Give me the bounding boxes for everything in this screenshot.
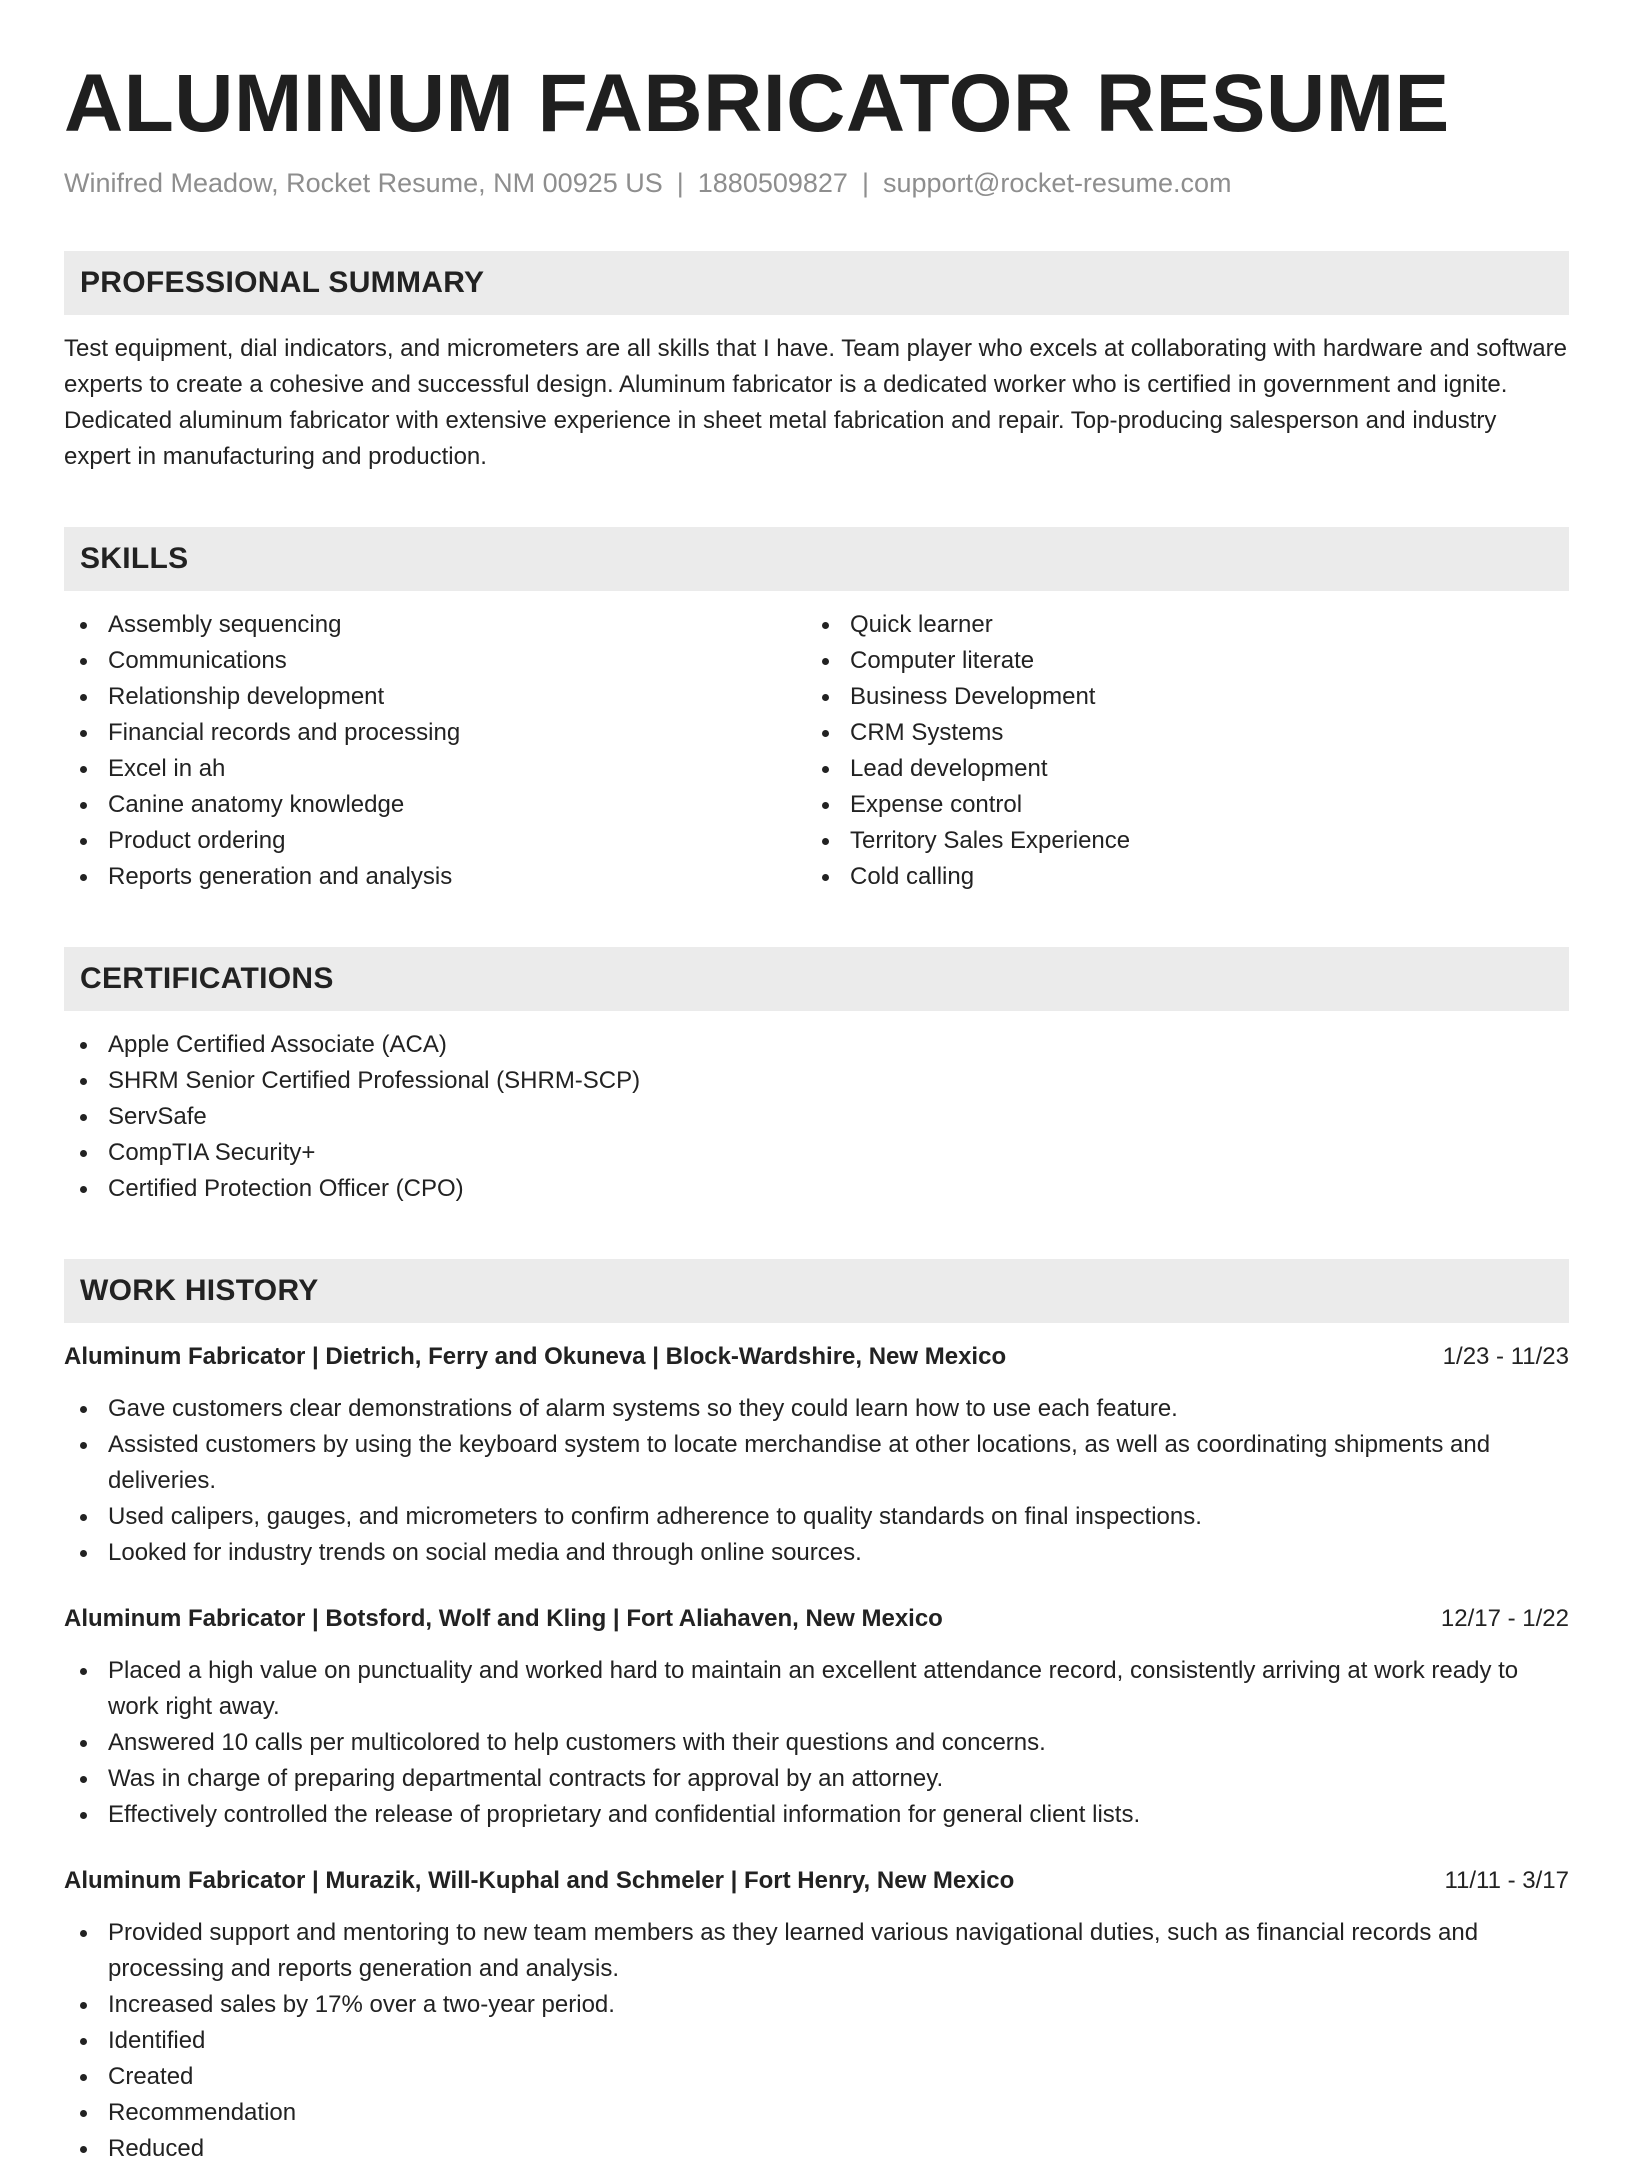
skill-item [806, 607, 1548, 643]
job-bullets [64, 1391, 1569, 1571]
bullet-icon [80, 2038, 87, 2045]
certification-label: Certified Protection Officer (CPO) [108, 1175, 464, 1202]
bullet-icon [80, 1114, 87, 1121]
bullet-icon [80, 730, 87, 737]
certification-label: Apple Certified Associate (ACA) [108, 1031, 447, 1058]
skill-item [64, 715, 806, 751]
section-header-summary: PROFESSIONAL SUMMARY [64, 251, 1569, 315]
job-bullet [64, 1535, 1569, 1571]
job-entry [64, 1601, 1569, 1833]
job-bullet-text: Recommendation [108, 2099, 297, 2126]
skills-list-right [806, 607, 1548, 895]
bullet-icon [80, 622, 87, 629]
skill-item [806, 679, 1548, 715]
job-bullet [64, 2095, 1569, 2131]
contact-separator: | [861, 168, 869, 198]
job-bullet-text: Reduced [108, 2135, 205, 2162]
resume-title: ALUMINUM FABRICATOR RESUME [64, 58, 1450, 149]
certification-item [64, 1099, 1569, 1135]
bullet-icon [80, 1406, 87, 1413]
job-bullet-text: Used calipers, gauges, and micrometers to confirm adherence to quality standards on final inspections. [108, 1503, 1202, 1530]
job-title: Aluminum Fabricator | Dietrich, Ferry and Okuneva | Block-Wardshire, New Mexico [64, 1343, 1007, 1370]
bullet-icon [80, 838, 87, 845]
job-bullet-text: Created [108, 2063, 194, 2090]
skill-item [806, 715, 1548, 751]
skill-item [64, 607, 806, 643]
skill-item [64, 751, 806, 787]
skills-list-left [64, 607, 806, 895]
bullet-icon [80, 802, 87, 809]
job-bullet-text: Effectively controlled the release of proprietary and confidential information for general client lists. [108, 1801, 1141, 1828]
skill-label: Lead development [850, 755, 1048, 782]
job-bullets [64, 1653, 1569, 1833]
contact-phone: 1880509827 [697, 168, 848, 198]
job-bullet [64, 2059, 1569, 2095]
skill-label: Excel in ah [108, 755, 226, 782]
skill-item [806, 823, 1548, 859]
bullet-icon [80, 2146, 87, 2153]
skill-label: Communications [108, 647, 287, 674]
job-bullet [64, 1653, 1569, 1725]
job-bullet [64, 1987, 1569, 2023]
job-bullet [64, 2131, 1569, 2167]
bullet-icon [80, 1442, 87, 1449]
job-title: Aluminum Fabricator | Botsford, Wolf and Kling | Fort Aliahaven, New Mexico [64, 1605, 943, 1632]
bullet-icon [822, 622, 829, 629]
job-entry [64, 1339, 1569, 1571]
bullet-icon [80, 1150, 87, 1157]
skills-column-left [64, 607, 806, 895]
skill-item [64, 823, 806, 859]
certification-item [64, 1027, 1569, 1063]
job-header [64, 1863, 1569, 1899]
bullet-icon [80, 1668, 87, 1675]
contact-address: Winifred Meadow, Rocket Resume, NM 00925 US [64, 168, 663, 198]
job-header [64, 1601, 1569, 1637]
certification-item [64, 1171, 1569, 1207]
skill-label: Product ordering [108, 827, 286, 854]
skill-label: Canine anatomy knowledge [108, 791, 405, 818]
contact-email: support@rocket-resume.com [882, 168, 1232, 198]
bullet-icon [80, 874, 87, 881]
skill-label: Quick learner [850, 611, 993, 638]
certifications-list [64, 1027, 1569, 1207]
skill-label: Relationship development [108, 683, 385, 710]
job-bullet [64, 1915, 1569, 1987]
bullet-icon [822, 730, 829, 737]
section-header-certifications: CERTIFICATIONS [64, 947, 1569, 1011]
job-bullet-text: Increased sales by 17% over a two-year period. [108, 1991, 615, 2018]
skill-item [64, 859, 806, 895]
bullet-icon [80, 1078, 87, 1085]
certification-item [64, 1063, 1569, 1099]
job-bullet [64, 1499, 1569, 1535]
certification-label: SHRM Senior Certified Professional (SHRM-SCP) [108, 1067, 641, 1094]
job-bullet [64, 2023, 1569, 2059]
bullet-icon [80, 2110, 87, 2117]
bullet-icon [80, 1740, 87, 1747]
skill-item [806, 787, 1548, 823]
skill-label: CRM Systems [850, 719, 1004, 746]
job-bullet-text: Was in charge of preparing departmental contracts for approval by an attorney. [108, 1765, 944, 1792]
bullet-icon [80, 1550, 87, 1557]
job-bullets [64, 1915, 1569, 2167]
contact-separator: | [676, 168, 684, 198]
bullet-icon [80, 1186, 87, 1193]
bullet-icon [80, 2074, 87, 2081]
job-entry [64, 1863, 1569, 2167]
bullet-icon [80, 2002, 87, 2009]
job-bullet-text: Identified [108, 2027, 206, 2054]
skill-label: Business Development [850, 683, 1096, 710]
skill-item [806, 859, 1548, 895]
bullet-icon [822, 658, 829, 665]
skill-item [806, 751, 1548, 787]
job-bullet [64, 1761, 1569, 1797]
bullet-icon [822, 802, 829, 809]
job-dates: 12/17 - 1/22 [1440, 1605, 1569, 1632]
skill-item [64, 787, 806, 823]
skill-label: Cold calling [850, 863, 975, 890]
bullet-icon [80, 766, 87, 773]
job-title: Aluminum Fabricator | Murazik, Will-Kuphal and Schmeler | Fort Henry, New Mexico [64, 1867, 1015, 1894]
bullet-icon [80, 1776, 87, 1783]
bullet-icon [80, 1930, 87, 1937]
job-bullet-text: Answered 10 calls per multicolored to help customers with their questions and concerns. [108, 1729, 1046, 1756]
job-bullet-text: Placed a high value on punctuality and worked hard to maintain an excellent attendance record, consistently arriving at work ready to work right away. [108, 1657, 1519, 1720]
job-bullet [64, 1427, 1569, 1499]
section-header-skills: SKILLS [64, 527, 1569, 591]
certification-label: CompTIA Security+ [108, 1139, 316, 1166]
skills-column-right [806, 607, 1548, 895]
skill-item [64, 679, 806, 715]
job-bullet-text: Assisted customers by using the keyboard system to locate merchandise at other locations, as well as coordinating shipments and deliveries. [108, 1431, 1491, 1494]
summary-text: Test equipment, dial indicators, and micrometers are all skills that I have. Team player who excels at collaborating with hardware and software experts to create a cohesive and successful design. Aluminum fabricator is a dedicated worker who is certified in government and ignite. Dedicated aluminum fabricator with extensive experience in sheet metal fabrication and repair. Top-producing salesperson and industry expert in manufacturing and production. [64, 335, 1567, 470]
job-bullet-text: Looked for industry trends on social media and through online sources. [108, 1539, 862, 1566]
skill-item [64, 643, 806, 679]
bullet-icon [822, 838, 829, 845]
bullet-icon [822, 766, 829, 773]
contact-line [64, 166, 1569, 200]
skill-label: Assembly sequencing [108, 611, 342, 638]
bullet-icon [80, 1042, 87, 1049]
skill-item [806, 643, 1548, 679]
skill-label: Computer literate [850, 647, 1035, 674]
skill-label: Territory Sales Experience [850, 827, 1131, 854]
job-bullet [64, 1797, 1569, 1833]
bullet-icon [822, 694, 829, 701]
job-bullet-text: Gave customers clear demonstrations of alarm systems so they could learn how to use each feature. [108, 1395, 1178, 1422]
bullet-icon [80, 658, 87, 665]
job-bullet [64, 1391, 1569, 1427]
skill-label: Expense control [850, 791, 1023, 818]
section-header-work-history: WORK HISTORY [64, 1259, 1569, 1323]
job-dates: 11/11 - 3/17 [1444, 1867, 1569, 1894]
job-dates: 1/23 - 11/23 [1442, 1343, 1569, 1370]
job-bullet [64, 1725, 1569, 1761]
bullet-icon [80, 694, 87, 701]
skills-grid [64, 607, 1569, 895]
bullet-icon [80, 1812, 87, 1819]
certification-label: ServSafe [108, 1103, 207, 1130]
certification-item [64, 1135, 1569, 1171]
skill-label: Reports generation and analysis [108, 863, 453, 890]
skill-label: Financial records and processing [108, 719, 461, 746]
job-bullet-text: Provided support and mentoring to new team members as they learned various navigational duties, such as financial records and processing and reports generation and analysis. [108, 1919, 1479, 1982]
bullet-icon [822, 874, 829, 881]
job-header [64, 1339, 1569, 1375]
bullet-icon [80, 1514, 87, 1521]
